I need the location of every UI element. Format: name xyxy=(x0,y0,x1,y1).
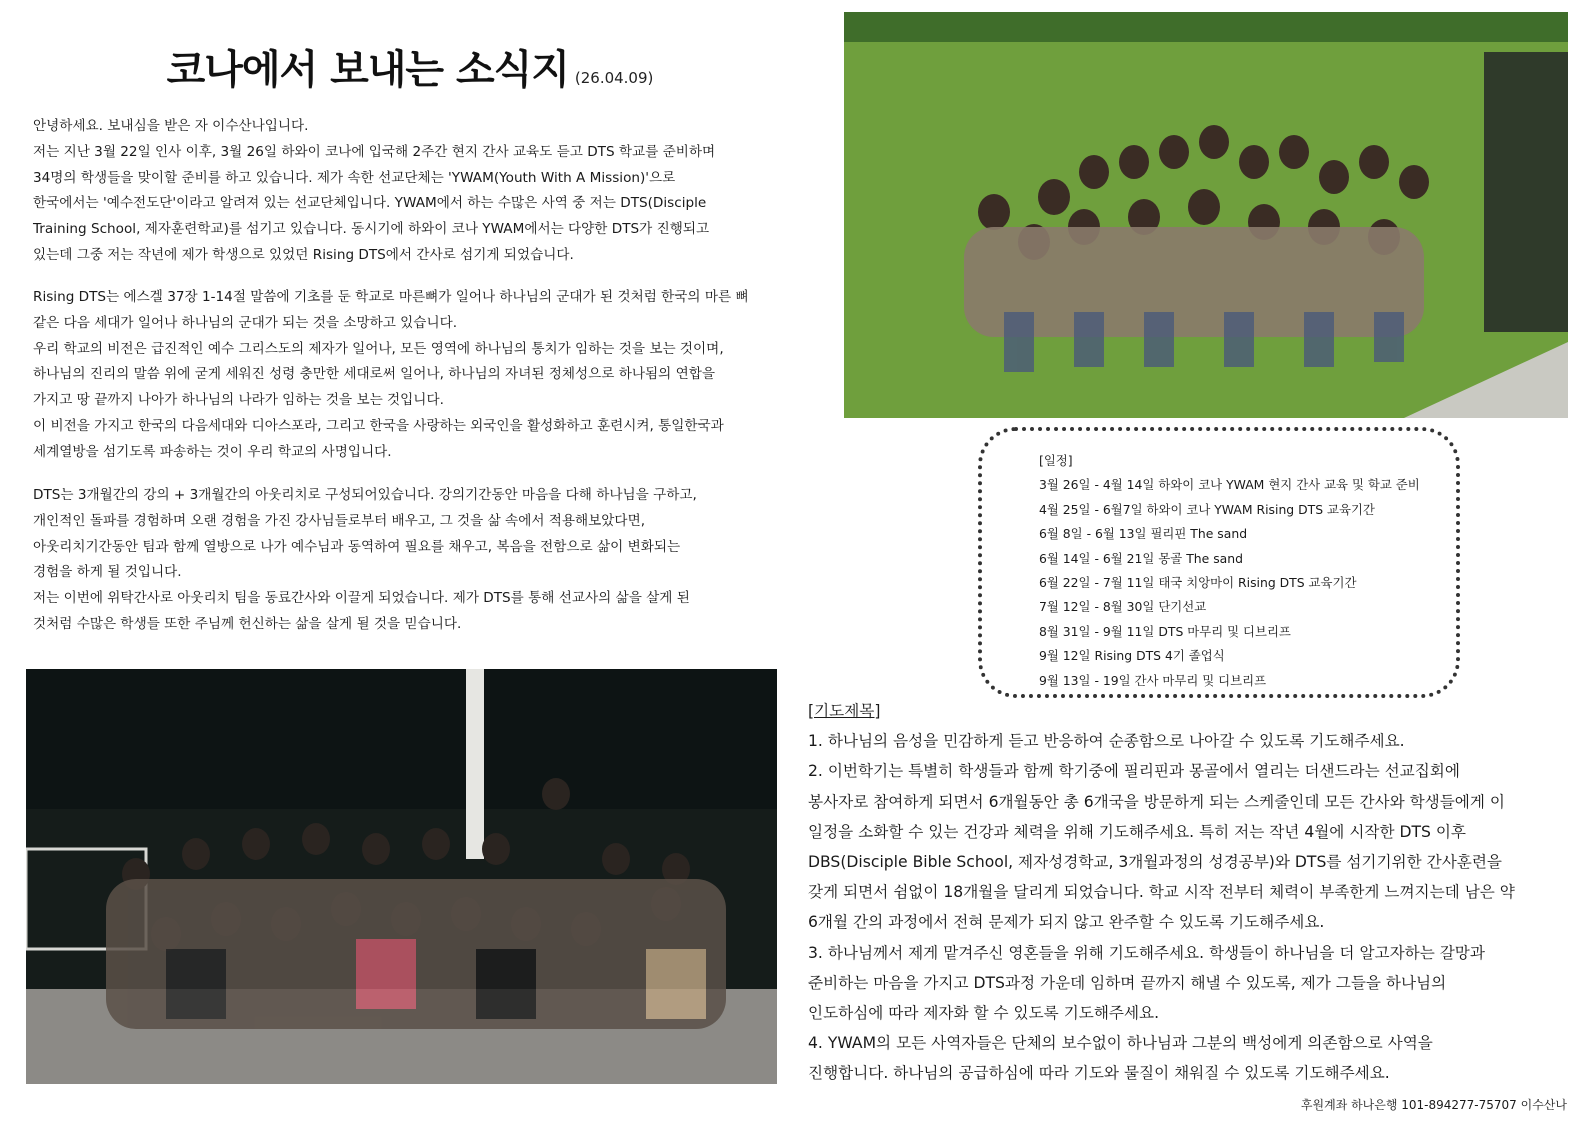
schedule-item: 8월 31일 - 9월 11일 DTS 마무리 및 디브리프 xyxy=(1039,623,1291,639)
intro-line: 한국에서는 '예수전도단'이라고 알려져 있는 선교단체입니다. YWAM에서 하는 수많은 사역 중 저는 DTS(Disciple xyxy=(33,195,707,212)
dts-line: 저는 이번에 위탁간사로 아웃리치 팀을 동료간사와 이끌게 되었습니다. 제가 DTS를 통해 선교사의 삶을 살게 된 xyxy=(33,590,690,607)
prayer-line: 봉사자로 참여하게 되면서 6개월동안 총 6개국을 방문하게 되는 스케줄인데 모든 간사와 학생들에게 이 xyxy=(808,792,1505,811)
prayer-line: 6개월 간의 과정에서 전혀 문제가 되지 않고 완주할 수 있도록 기도해주세요. xyxy=(808,913,1325,932)
vision-paragraph xyxy=(33,285,778,466)
schedule-item: 6월 14일 - 6월 21일 몽골 The sand xyxy=(1039,550,1243,566)
schedule-item: 9월 12일 Rising DTS 4기 졸업식 xyxy=(1039,648,1225,664)
dts-line: 개인적인 돌파를 경험하며 오랜 경험을 가진 강사님들로부터 배우고, 그 것을 삶 속에서 적용해보았다면, xyxy=(33,512,646,529)
newsletter-header xyxy=(30,38,790,95)
prayer-heading: [기도제목] xyxy=(808,702,881,720)
prayer-line: 준비하는 마음을 가지고 DTS과정 가운데 임하며 끝까지 해낼 수 있도록, 제가 그들을 하나님의 xyxy=(808,973,1447,992)
newsletter-date: (26.04.09) xyxy=(574,69,654,87)
intro-line: 34명의 학생들을 맞이할 준비를 하고 있습니다. 제가 속한 선교단체는 'YWAM(Youth With A Mission)'으로 xyxy=(33,169,676,186)
schedule-heading: [일정] xyxy=(1039,453,1073,468)
prayer-section xyxy=(808,696,1568,1089)
prayer-line: 인도하심에 따라 제자화 할 수 있도록 기도해주세요. xyxy=(808,1004,1160,1023)
vision-line: 이 비전을 가지고 한국의 다음세대와 디아스포라, 그리고 한국을 사랑하는 외국인을 활성화하고 훈련시켜, 통일한국과 xyxy=(33,417,724,434)
dts-line: 경험을 하게 될 것입니다. xyxy=(33,564,182,581)
dts-line: DTS는 3개월간의 강의 + 3개월간의 아웃리치로 구성되어있습니다. 강의기간동안 마음을 다해 하나님을 구하고, xyxy=(33,487,697,503)
vision-line: 가지고 땅 끝까지 나아가 하나님의 나라가 임하는 것을 보는 것입니다. xyxy=(33,392,444,409)
prayer-line: 일정을 소화할 수 있는 건강과 체력을 위해 기도해주세요. 특히 저는 작년 4월에 시작한 DTS 이후 xyxy=(808,822,1466,841)
night-photo-illustration xyxy=(26,669,777,1084)
prayer-line: 3. 하나님께서 제게 맡겨주신 영혼들을 위해 기도해주세요. 학생들이 하나님을 더 알고자하는 갈망과 xyxy=(808,943,1485,962)
dts-line: 아웃리치기간동안 팀과 함께 열방으로 나가 예수님과 동역하여 필요를 채우고, 복음을 전함으로 삶이 변화되는 xyxy=(33,538,681,555)
dts-line: 것처럼 수많은 학생들 또한 주님께 헌신하는 삶을 살게 될 것을 믿습니다. xyxy=(33,615,462,632)
intro-line: 저는 지난 3월 22일 인사 이후, 3월 26일 하와이 코나에 입국해 2주간 현지 간사 교육도 듣고 DTS 학교를 준비하며 xyxy=(33,143,716,160)
schedule-item: 3월 26일 - 4월 14일 하와이 코나 YWAM 현지 간사 교육 및 학교 준비 xyxy=(1039,477,1420,493)
prayer-line: 4. YWAM의 모든 사역자들은 단체의 보수없이 하나님과 그분의 백성에게 의존함으로 사역을 xyxy=(808,1034,1433,1053)
schedule-item: 6월 8일 - 6월 13일 필리핀 The sand xyxy=(1039,526,1248,542)
vision-line: 하나님의 진리의 말씀 위에 굳게 세워진 성령 충만한 세대로써 일어나, 하나님의 자녀된 정체성으로 하나됨의 연합을 xyxy=(33,366,715,383)
dts-paragraph xyxy=(33,483,778,638)
lawn-photo-illustration xyxy=(844,12,1568,418)
vision-line: 우리 학교의 비전은 급진적인 예수 그리스도의 제자가 일어나, 모든 영역에 하나님의 통치가 임하는 것을 보는 것이며, xyxy=(33,340,724,357)
prayer-line: 갖게 되면서 쉼없이 18개월을 달리게 되었습니다. 학교 시작 전부터 체력이 부족한게 느껴지는데 남은 약 xyxy=(808,883,1515,902)
intro-line: Training School, 제자훈련학교)를 섬기고 있습니다. 동시기에 하와이 코나 YWAM에서는 다양한 DTS가 진행되고 xyxy=(33,221,710,238)
intro-paragraph xyxy=(33,114,778,269)
vision-line: Rising DTS는 에스겔 37장 1-14절 말씀에 기초를 둔 학교로 마른뼈가 일어나 하나님의 군대가 된 것처럼 한국의 마른 뼈 xyxy=(33,289,749,305)
donation-account: 후원계좌 하나은행 101-894277-75707 이수산나 xyxy=(1300,1098,1567,1112)
newsletter-title: 코나에서 보내는 소식지 xyxy=(166,47,569,93)
vision-line: 같은 다음 세대가 일어나 하나님의 군대가 되는 것을 소망하고 있습니다. xyxy=(33,314,458,331)
group-photo-lawn xyxy=(844,12,1568,418)
prayer-line: DBS(Disciple Bible School, 제자성경학교, 3개월과정의 성경공부)와 DTS를 섬기기위한 간사훈련을 xyxy=(808,853,1502,872)
schedule-item: 7월 12일 - 8월 30일 단기선교 xyxy=(1039,599,1207,615)
schedule-item: 6월 22일 - 7월 11일 태국 치앙마이 Rising DTS 교육기간 xyxy=(1039,575,1357,591)
prayer-line: 2. 이번학기는 특별히 학생들과 함께 학기중에 필리핀과 몽골에서 열리는 더샌드라는 선교집회에 xyxy=(808,762,1460,781)
intro-line: 안녕하세요. 보내심을 받은 자 이수산나입니다. xyxy=(33,118,309,134)
prayer-line: 1. 하나님의 음성을 민감하게 듣고 반응하여 순종함으로 나아갈 수 있도록 기도해주세요. xyxy=(808,732,1405,751)
schedule-item: 9월 13일 - 19일 간사 마무리 및 디브리프 xyxy=(1039,672,1267,688)
schedule-item: 4월 25일 - 6월7일 하와이 코나 YWAM Rising DTS 교육기간 xyxy=(1039,501,1375,517)
group-photo-night xyxy=(26,669,777,1084)
prayer-line: 진행합니다. 하나님의 공급하심에 따라 기도와 물질이 채워질 수 있도록 기도해주세요. xyxy=(808,1064,1390,1083)
intro-line: 있는데 그중 저는 작년에 제가 학생으로 있었던 Rising DTS에서 간사로 섬기게 되었습니다. xyxy=(33,246,574,263)
schedule-box xyxy=(978,427,1460,698)
vision-line: 세계열방을 섬기도록 파송하는 것이 우리 학교의 사명입니다. xyxy=(33,443,392,460)
